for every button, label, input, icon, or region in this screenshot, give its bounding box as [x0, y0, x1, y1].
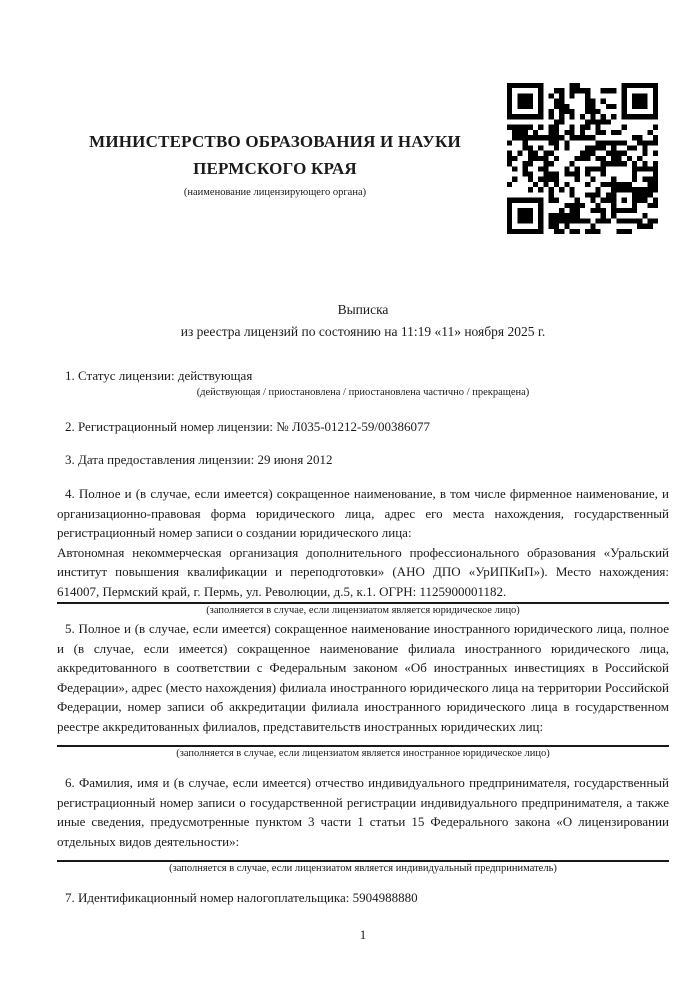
document-title-line1: Выписка [337, 302, 389, 317]
ministry-name-line1: МИНИСТЕРСТВО ОБРАЗОВАНИЯ И НАУКИ [89, 132, 461, 151]
ministry-name-line2: ПЕРМСКОГО КРАЯ [193, 159, 357, 178]
document-title-line2: из реестра лицензий по состоянию на 11:19 «11» ноября 2025 г. [180, 323, 546, 339]
qr-code-image [507, 83, 658, 234]
document-title [57, 299, 669, 342]
legal-entity-label: 4. Полное и (в случае, если имеется) сокращенное наименование, в том числе фирменное наименование, и организационно-правовая форма юридического лица, адрес его места нахождения, государственный регистрационный номер записи о создании юридического лица: [57, 486, 669, 540]
page-number: 1 [359, 927, 367, 942]
taxpayer-id-text: 7. Идентификационный номер налогоплательщика: 5904988880 [65, 890, 418, 905]
registration-number-text: 2. Регистрационный номер лицензии: № Л035-01212-59/00386077 [65, 419, 431, 434]
legal-entity-value: Автономная некоммерческая организация дополнительного профессионального образования «Уральский институт повышения квалификации и переподготовки» (АНО ДПО «УрИПКиП»). Место нахождения: 614007, Пермский край, г. Пермь, ул. Революции, д.5, к.1. ОГРН: 1125900001182. [57, 543, 669, 605]
license-status-text: 1. Статус лицензии: действующая [65, 368, 253, 383]
qr-code-icon [507, 83, 658, 234]
license-status-options-note: (действующая / приостановлена / приостановлена частично / прекращена) [196, 386, 530, 398]
section-taxpayer-id [57, 888, 669, 908]
foreign-entity-label: 5. Полное и (в случае, если имеется) сокращенное наименование иностранного юридического лица, полное и (в случае, если имеется) сокращенное наименование филиала иностранного юридического лица, аккредитованного в соответствии с Федеральным законом «Об иностранных инвестициях в Российской Федерации», адрес (место нахождения) филиала иностранного юридического лица на территории Российской Федерации, номер записи об аккредитации филиала иностранного юридического лица в государственном реестре аккредитованных филиалов, представительств иностранных юридических лиц: [57, 621, 669, 734]
foreign-entity-note: (заполняется в случае, если лицензиатом является иностранное юридическое лицо) [176, 748, 550, 759]
foreign-entity-empty-field [57, 736, 669, 747]
section-license-status [57, 366, 669, 400]
legal-entity-note: (заполняется в случае, если лицензиатом является юридическое лицо) [206, 605, 520, 616]
licensing-authority-caption: (наименование лицензирующего органа) [183, 187, 367, 198]
section-legal-entity [57, 484, 669, 618]
section-grant-date [57, 450, 669, 470]
section-individual-entrepreneur [57, 773, 669, 876]
section-registration-number [57, 417, 669, 437]
grant-date-text: 3. Дата предоставления лицензии: 29 июня 2012 [65, 452, 333, 467]
section-foreign-entity [57, 619, 669, 761]
individual-entrepreneur-label: 6. Фамилия, имя и (в случае, если имеется) отчество индивидуального предпринимателя, государственный регистрационный номер записи о государственной регистрации индивидуального предпринимателя, а также иные сведения, предусмотренные пунктом 3 части 1 статьи 15 Федерального закона «О лицензировании отдельных видов деятельности»: [57, 775, 669, 849]
licensing-authority-header [57, 128, 493, 199]
individual-entrepreneur-empty-field [57, 851, 669, 862]
individual-entrepreneur-note: (заполняется в случае, если лицензиатом является индивидуальный предприниматель) [169, 863, 557, 874]
